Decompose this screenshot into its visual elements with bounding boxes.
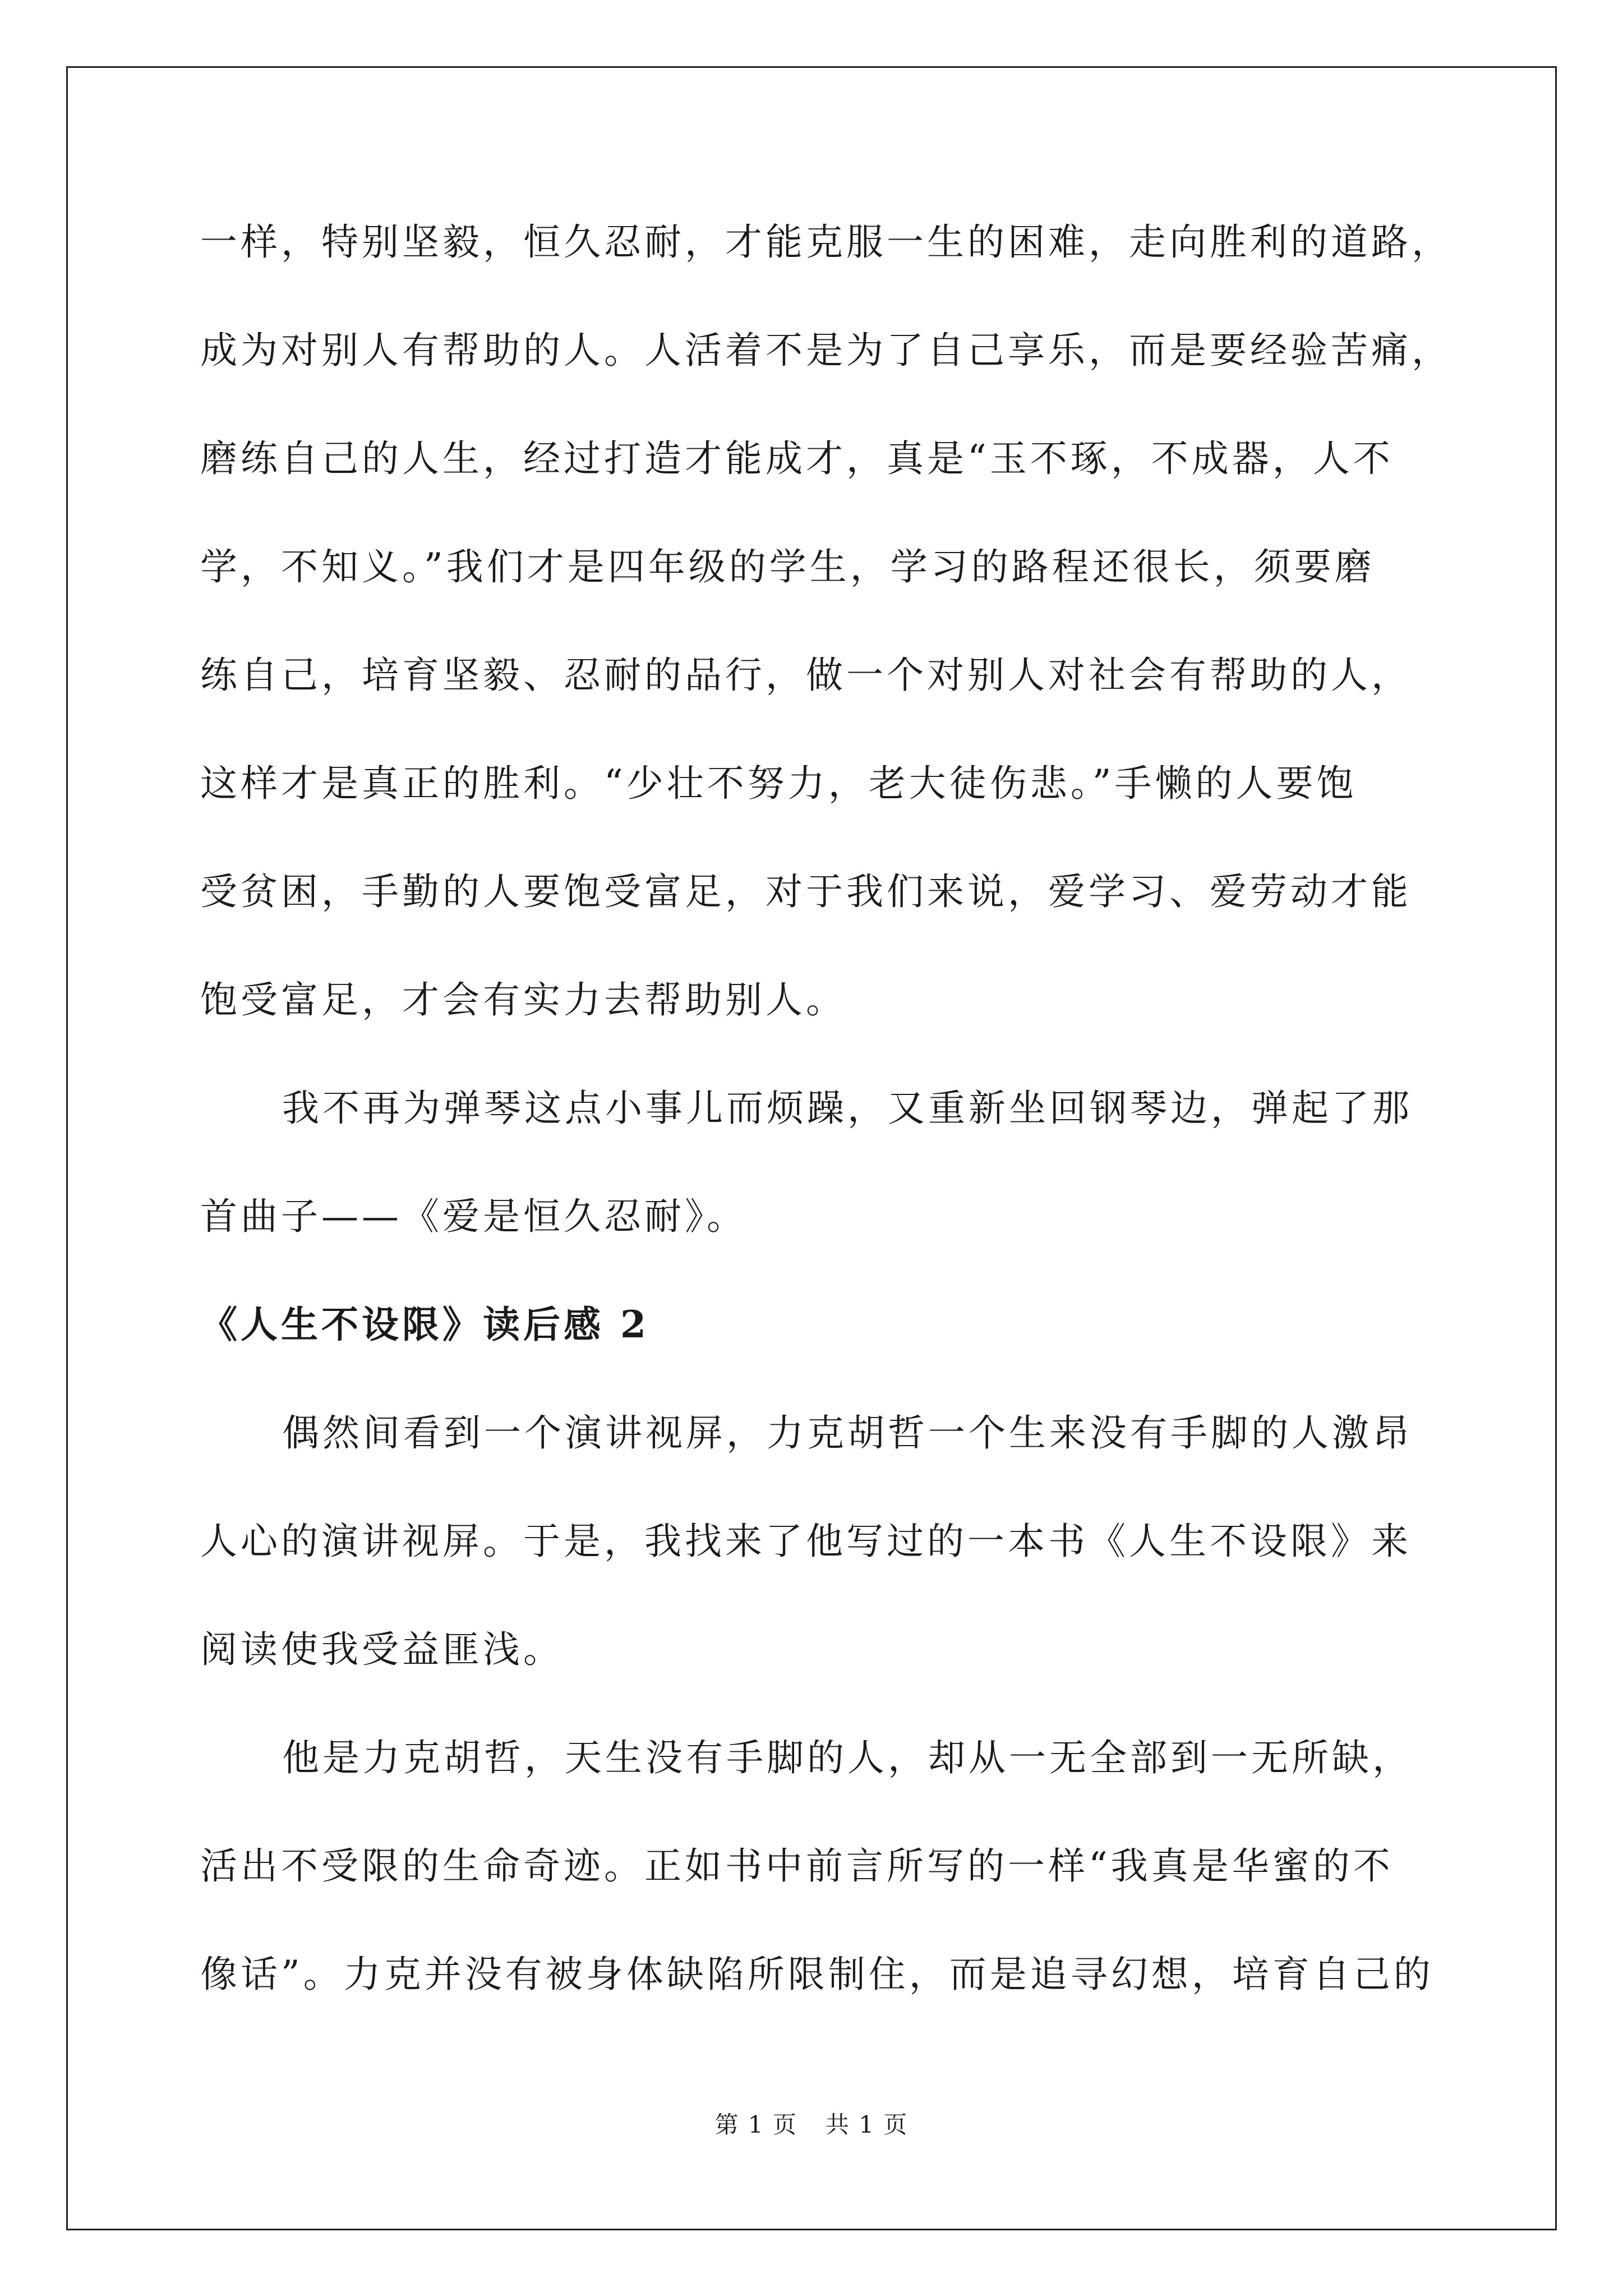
- section-heading: 《人生不设限》读后感 2: [200, 1303, 649, 1346]
- text-line: 学，不知义。”我们才是四年级的学生，学习的路程还很长，须要磨: [200, 545, 1375, 588]
- text-line: 饱受富足，才会有实力去帮助别人。: [200, 978, 846, 1022]
- text-line: 我不再为弹琴这点小事儿而烦躁，又重新坐回钢琴边，弹起了那: [282, 1087, 1413, 1130]
- text-line: 受贫困，手勤的人要饱受富足，对于我们来说，爱学习、爱劳动才能: [200, 870, 1412, 913]
- paragraph-4: [200, 1704, 1434, 2028]
- text-line: 偶然间看到一个演讲视屏，力克胡哲一个生来没有手脚的人激昂: [282, 1411, 1413, 1455]
- text-line: 成为对别人有帮助的人。人活着不是为了自己享乐，而是要经验苦痛，: [200, 329, 1452, 372]
- paragraph-3: [200, 1379, 1434, 1704]
- paragraph-1: [200, 188, 1452, 1054]
- page-footer: [0, 2106, 1623, 2140]
- page-number-total: 共 1 页: [826, 2111, 909, 2138]
- page-number-current: 第 1 页: [714, 2111, 797, 2138]
- text-line: 首曲子——《爱是恒久忍耐》。: [200, 1195, 747, 1238]
- text-line: 练自己，培育坚毅、忍耐的品行，做一个对别人对社会有帮助的人，: [200, 654, 1412, 697]
- document-body: [200, 188, 1452, 2028]
- text-line: 磨练自己的人生，经过打造才能成才，真是“玉不琢，不成器，人不: [200, 437, 1394, 480]
- text-line: 人心的演讲视屏。于是，我找来了他写过的一本书《人生不设限》来: [200, 1520, 1412, 1563]
- paragraph-2: [200, 1054, 1434, 1271]
- text-line: 活出不受限的生命奇迹。正如书中前言所写的一样“我真是华蜜的不: [200, 1844, 1394, 1888]
- text-line: 阅读使我受益匪浅。: [200, 1628, 564, 1671]
- text-line: 他是力克胡哲，天生没有手脚的人，却从一无全部到一无所缺，: [282, 1736, 1413, 1779]
- text-line: 这样才是真正的胜利。“少壮不努力，老大徒伤悲。”手懒的人要饱: [200, 762, 1357, 805]
- text-line: 像话”。力克并没有被身体缺陷所限制住，而是追寻幻想，培育自己的: [200, 1953, 1434, 1996]
- text-line: 一样，特别坚毅，恒久忍耐，才能克服一生的困难，走向胜利的道路，: [200, 220, 1452, 264]
